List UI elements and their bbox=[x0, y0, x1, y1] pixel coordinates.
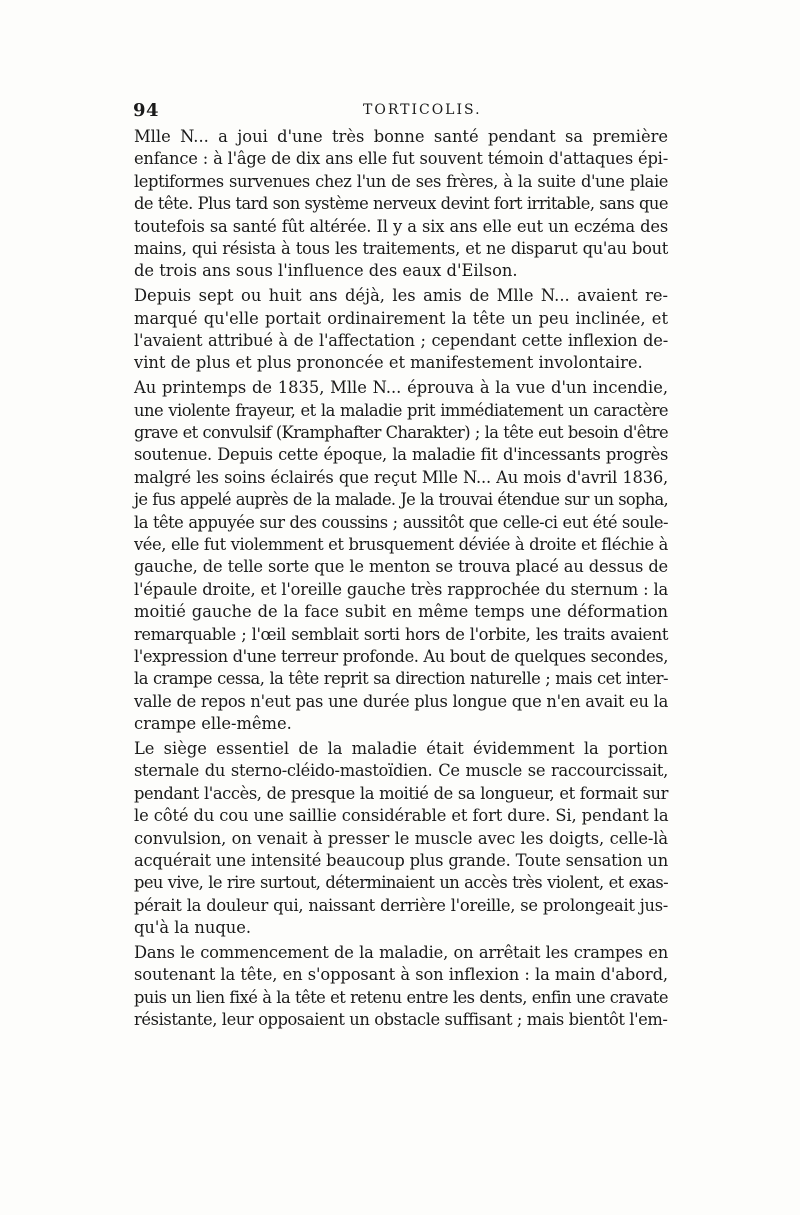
text-line: toutefois sa santé fût altérée. Il y a six ans elle eut un eczéma des bbox=[134, 216, 668, 236]
text-line: moitié gauche de la face subit en même temps une déformation bbox=[134, 602, 668, 622]
text-line: gauche, de telle sorte que le menton se trouva placé au dessus de bbox=[134, 557, 668, 577]
text-line: enfance : à l'âge de dix ans elle fut souvent témoin d'attaques épi- bbox=[134, 149, 668, 169]
text-line: l'épaule droite, et l'oreille gauche très rapprochée du sternum : la bbox=[134, 579, 668, 599]
text-line: pendant l'accès, de presque la moitié de sa longueur, et formait sur bbox=[134, 783, 668, 803]
text-line: Au printemps de 1835, Mlle N... éprouva à la vue d'un incendie, bbox=[134, 378, 668, 398]
text-line: de trois ans sous l'influence des eaux d'Eilson. bbox=[134, 261, 518, 281]
text-line: puis un lien fixé à la tête et retenu entre les dents, enfin une cravate bbox=[134, 987, 668, 1007]
paragraph bbox=[134, 285, 668, 375]
text-line: le côté du cou une saillie considérable et fort dure. Si, pendant la bbox=[134, 806, 669, 826]
text-line: marqué qu'elle portait ordinairement la tête un peu inclinée, et bbox=[134, 308, 668, 328]
text-line: Mlle N... a joui d'une très bonne santé pendant sa première bbox=[134, 127, 668, 146]
text-line: pérait la douleur qui, naissant derrière l'oreille, se prolongeait jus- bbox=[134, 895, 668, 915]
paragraph bbox=[134, 942, 668, 1032]
body-text bbox=[134, 126, 668, 1032]
text-line: valle de repos n'eut pas une durée plus longue que n'en avait eu la bbox=[134, 691, 668, 711]
paragraph bbox=[134, 126, 668, 283]
text-line: mains, qui résista à tous les traitements, et ne disparut qu'au bout bbox=[134, 238, 668, 258]
text-line: une violente frayeur, et la maladie prit immédiatement un caractère bbox=[134, 400, 668, 420]
text-line: soutenant la tête, en s'opposant à son inflexion : la main d'abord, bbox=[134, 965, 668, 985]
text-line: soutenue. Depuis cette époque, la maladie fit d'incessants progrès bbox=[134, 445, 668, 465]
text-line: leptiformes survenues chez l'un de ses frères, à la suite d'une plaie bbox=[134, 171, 668, 191]
text-line: Depuis sept ou huit ans déjà, les amis de Mlle N... avaient re- bbox=[134, 286, 668, 306]
text-line: la tête appuyée sur des coussins ; aussitôt que celle-ci eut été soule- bbox=[134, 512, 668, 532]
text-line: je fus appelé auprès de la malade. Je la trouvai étendue sur un sopha, bbox=[134, 490, 668, 510]
text-line: Dans le commencement de la maladie, on arrêtait les crampes en bbox=[134, 943, 668, 963]
text-line: résistante, leur opposaient un obstacle suffisant ; mais bientôt l'em- bbox=[134, 1010, 668, 1030]
text-line: peu vive, le rire surtout, déterminaient un accès très violent, et exas- bbox=[134, 873, 668, 893]
text-line: crampe elle-même. bbox=[134, 714, 292, 734]
text-line: grave et convulsif (Kramphafter Charakter) ; la tête eut besoin d'être bbox=[134, 423, 668, 443]
text-line: convulsion, on venait à presser le muscle avec les doigts, celle-là bbox=[134, 828, 668, 848]
text-line: l'expression d'une terreur profonde. Au bout de quelques secondes, bbox=[134, 646, 668, 666]
text-line: Le siège essentiel de la maladie était évidemment la portion bbox=[134, 739, 668, 759]
paragraph bbox=[134, 377, 668, 735]
text-line: l'avaient attribué à de l'affectation ; cependant cette inflexion de- bbox=[134, 331, 668, 351]
page-number: 94 bbox=[133, 100, 160, 121]
text-line: la crampe cessa, la tête reprit sa direction naturelle ; mais cet inter- bbox=[134, 669, 668, 689]
text-line: acquérait une intensité beaucoup plus grande. Toute sensation un bbox=[134, 851, 668, 870]
text-line: malgré les soins éclairés que reçut Mlle N... Au mois d'avril 1836, bbox=[134, 467, 668, 487]
text-line: sternale du sterno-cléido-mastoïdien. Ce muscle se raccourcissait, bbox=[134, 761, 668, 781]
page-header bbox=[133, 100, 669, 124]
text-line: vint de plus et plus prononcée et manifestement involontaire. bbox=[134, 353, 643, 373]
text-line: qu'à la nuque. bbox=[134, 918, 252, 938]
text-line: remarquable ; l'œil semblait sorti hors de l'orbite, les traits avaient bbox=[134, 624, 668, 644]
text-line: de tête. Plus tard son système nerveux devint fort irritable, sans que bbox=[134, 194, 668, 214]
paragraph bbox=[134, 738, 668, 940]
running-title: TORTICOLIS. bbox=[363, 102, 482, 118]
text-line: vée, elle fut violemment et brusquement déviée à droite et fléchie à bbox=[134, 535, 668, 555]
